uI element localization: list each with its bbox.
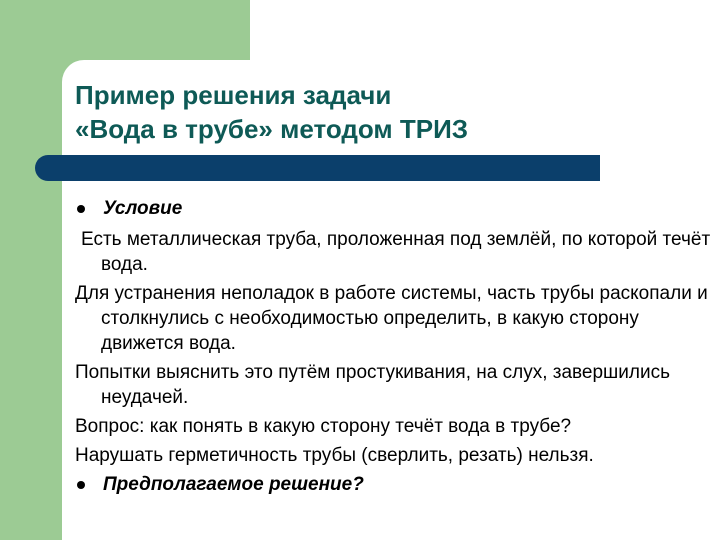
paragraph-4: Вопрос: как понять в какую сторону течёт вода в трубе? [75, 416, 572, 437]
bullet-condition [75, 196, 715, 221]
condition-heading: Условие [103, 198, 183, 219]
title-line-2: «Вода в трубе» методом ТРИЗ [75, 114, 469, 144]
solution-heading: Предполагаемое решение? [103, 474, 364, 495]
bullet-dot-icon [77, 205, 85, 213]
slide-body [75, 196, 715, 503]
paragraph-2: Для устранения неполадок в работе системы, часть трубы раскопали и столкнулись с необходимостью определить, в какую сторону движется вода. [75, 283, 708, 354]
slide-title [75, 78, 675, 146]
paragraph-3: Попытки выяснить это путём простукивания, на слух, завершились неудачей. [75, 362, 671, 408]
paragraph-1: Есть металлическая труба, проложенная под землёй, по которой течёт вода. [81, 229, 711, 275]
title-line-1: Пример решения задачи [75, 80, 392, 110]
bullet-solution [75, 472, 715, 497]
title-underline-bar [35, 155, 600, 181]
bullet-dot-icon [77, 481, 85, 489]
paragraph-5: Нарушать герметичность трубы (сверлить, резать) нельзя. [75, 445, 594, 466]
